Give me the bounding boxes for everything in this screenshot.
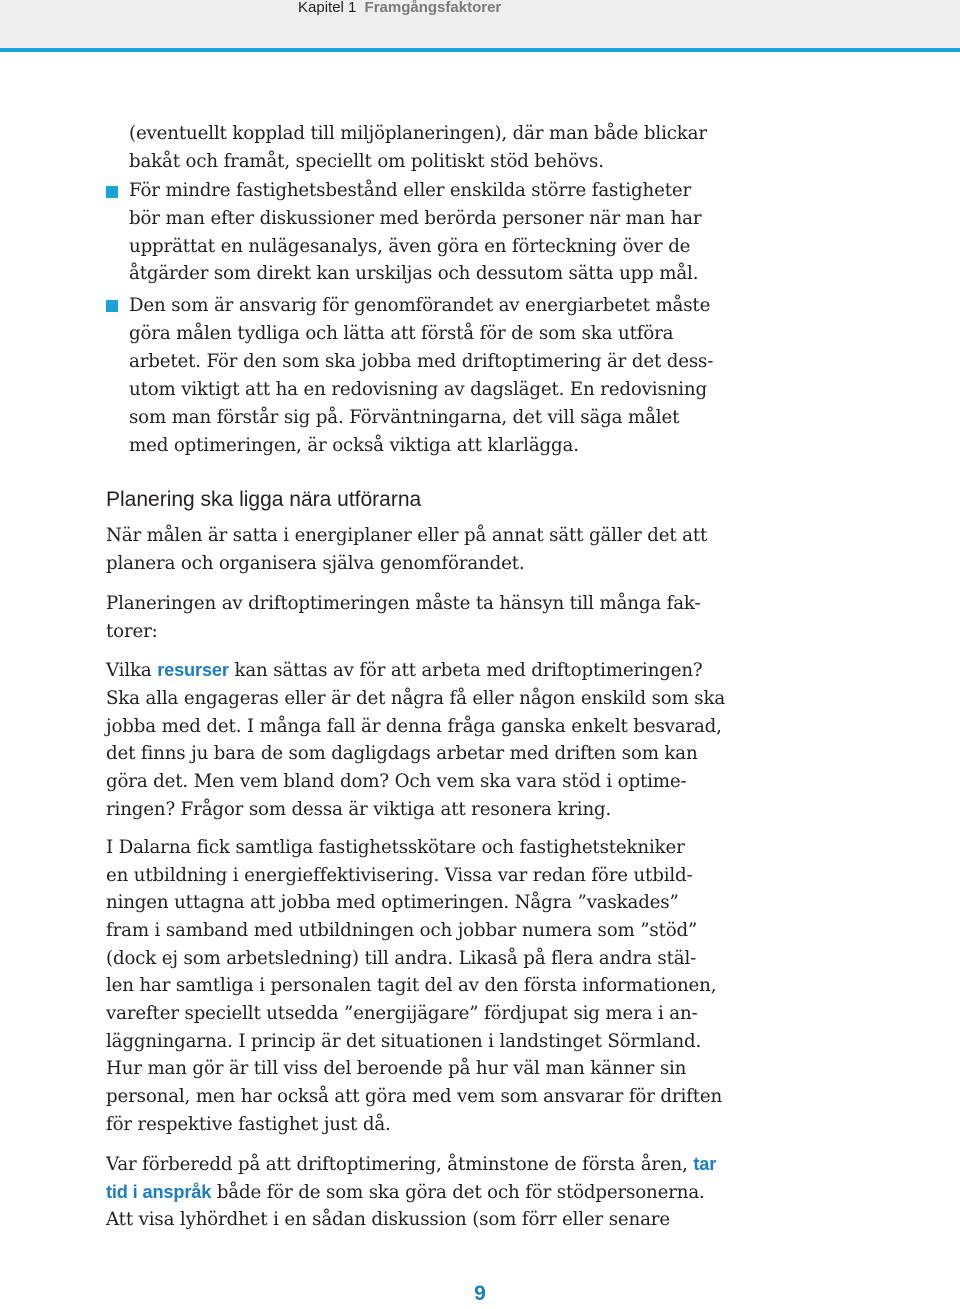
- bullet-square-icon: [106, 186, 118, 198]
- bullet-1-line: upprättat en nulägesanalys, även göra en förteckning över de: [129, 236, 691, 257]
- bullet-1-line: åtgärder som direkt kan urskiljas och dessutom sätta upp mål.: [129, 263, 699, 284]
- paragraph-line: fram i samband med utbildningen och jobbar numera som ”stöd”: [106, 920, 698, 941]
- bullet-2-line: med optimeringen, är också viktiga att klarlägga.: [129, 435, 579, 456]
- paragraph-line: len har samtliga i personalen tagit del av den första informationen,: [106, 975, 717, 996]
- paragraph-line: Att visa lyhördhet i en sådan diskussion (som förr eller senare: [106, 1209, 670, 1230]
- page-number: 9: [474, 1282, 486, 1305]
- chapter-label: Kapitel 1: [298, 0, 357, 16]
- keyword-highlight: tar: [693, 1154, 717, 1174]
- paragraph-line: det finns ju bara de som dagligdags arbetar med driften som kan: [106, 743, 698, 764]
- intro-line: bakåt och framåt, speciellt om politiskt stöd behövs.: [129, 151, 604, 172]
- paragraph-line: läggningarna. I princip är det situationen i landstinget Sörmland.: [106, 1031, 702, 1052]
- paragraph-line: varefter speciellt utsedda ”energijägare” fördjupat sig mera i an-: [106, 1003, 698, 1024]
- keyword-highlight: resurser: [157, 660, 229, 680]
- text-run: kan sättas av för att arbeta med driftoptimeringen?: [228, 660, 703, 681]
- section-heading: Planering ska ligga nära utförarna: [106, 488, 422, 511]
- header-rule: [0, 48, 960, 52]
- running-header: [0, 0, 960, 52]
- paragraph-line: göra det. Men vem bland dom? Och vem ska vara stöd i optime-: [106, 771, 687, 792]
- paragraph-line: [106, 1179, 705, 1207]
- paragraph-line: Planeringen av driftoptimeringen måste ta hänsyn till många fak-: [106, 593, 701, 614]
- paragraph-line: för respektive fastighet just då.: [106, 1114, 391, 1135]
- chapter-title: Framgångsfaktorer: [364, 0, 502, 16]
- paragraph-line: en utbildning i energieffektivisering. Vissa var redan före utbild-: [106, 865, 693, 886]
- bullet-2-line: utom viktigt att ha en redovisning av dagsläget. En redovisning: [129, 379, 707, 400]
- bullet-square-icon: [106, 300, 118, 312]
- text-run: Var förberedd på att driftoptimering, åtminstone de första åren,: [106, 1154, 694, 1175]
- bullet-2-line: arbetet. För den som ska jobba med driftoptimering är det dess-: [129, 351, 714, 372]
- paragraph-line: När målen är satta i energiplaner eller på annat sätt gäller det att: [106, 525, 708, 546]
- paragraph-line: torer:: [106, 621, 158, 642]
- bullet-2-line: Den som är ansvarig för genomförandet av energiarbetet måste: [129, 295, 711, 316]
- bullet-2-line: göra målen tydliga och lätta att förstå för de som ska utföra: [129, 323, 674, 344]
- paragraph-line: (dock ej som arbetsledning) till andra. Likaså på flera andra stäl-: [106, 948, 697, 969]
- paragraph-line: [106, 657, 703, 685]
- text-run: både för de som ska göra det och för stödpersonerna.: [211, 1182, 705, 1203]
- paragraph-line: personal, men har också att göra med vem som ansvarar för driften: [106, 1086, 723, 1107]
- header-label: [298, 0, 501, 16]
- bullet-1-line: För mindre fastighetsbestånd eller enskilda större fastigheter: [129, 180, 692, 201]
- text-run: Vilka: [106, 660, 158, 681]
- paragraph-line: jobba med det. I många fall är denna fråga ganska enkelt besvarad,: [106, 716, 722, 737]
- paragraph-line: [106, 1151, 716, 1179]
- paragraph-line: ningen uttagna att jobba med optimeringen. Några ”vaskades”: [106, 892, 679, 913]
- bullet-2-line: som man förstår sig på. Förväntningarna, det vill säga målet: [129, 407, 680, 428]
- paragraph-line: planera och organisera själva genomförandet.: [106, 553, 525, 574]
- keyword-highlight: tid i anspråk: [106, 1182, 212, 1202]
- bullet-1-line: bör man efter diskussioner med berörda personer när man har: [129, 208, 702, 229]
- paragraph-line: I Dalarna fick samtliga fastighetsskötare och fastighetstekniker: [106, 837, 685, 858]
- paragraph-line: ringen? Frågor som dessa är viktiga att resonera kring.: [106, 799, 612, 820]
- paragraph-line: Ska alla engageras eller är det några få eller någon enskild som ska: [106, 688, 726, 709]
- intro-line: (eventuellt kopplad till miljöplaneringen), där man både blickar: [129, 123, 707, 144]
- paragraph-line: Hur man gör är till viss del beroende på hur väl man känner sin: [106, 1058, 687, 1079]
